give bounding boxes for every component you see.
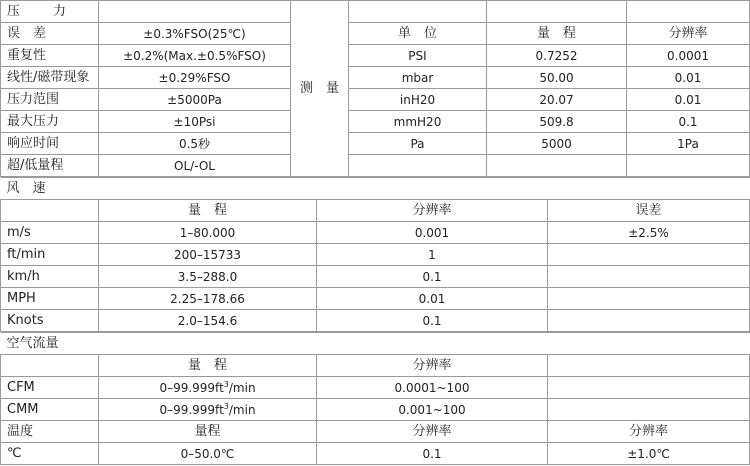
resolution-cell: 0.01 xyxy=(627,67,750,89)
spec-value: ±5000Pa xyxy=(99,89,291,111)
pressure-table xyxy=(0,0,750,177)
temperature-accuracy: ±1.0℃ xyxy=(548,443,750,465)
blank-cell xyxy=(548,266,750,288)
wind-error-header: 误差 xyxy=(548,200,750,222)
measure-label: 测 量 xyxy=(291,1,349,177)
pressure-title: 压 力 xyxy=(1,1,99,23)
temperature-resolution2-header: 分辨率 xyxy=(548,421,750,443)
blank-cell xyxy=(1,200,99,222)
temperature-resolution-header: 分辨率 xyxy=(317,421,548,443)
spec-value: OL/-OL xyxy=(99,155,291,177)
airflow-resolution: 0.001~100 xyxy=(317,399,548,421)
unit-cell: Pa xyxy=(349,133,487,155)
unit-cell: mbar xyxy=(349,67,487,89)
unit-header: 单 位 xyxy=(349,23,487,45)
blank-cell xyxy=(487,1,627,23)
airflow-resolution: 0.0001~100 xyxy=(317,377,548,399)
spec-value: ±10Psi xyxy=(99,111,291,133)
wind-resolution: 0.001 xyxy=(317,222,548,244)
wind-table xyxy=(0,177,750,332)
airflow-resolution-header: 分辨率 xyxy=(317,355,548,377)
wind-range: 2.25–178.66 xyxy=(99,288,317,310)
wind-unit: MPH xyxy=(1,288,99,310)
temperature-range-header: 量程 xyxy=(99,421,317,443)
wind-unit: m/s xyxy=(1,222,99,244)
blank-cell xyxy=(349,155,487,177)
range-header: 量 程 xyxy=(487,23,627,45)
blank-cell xyxy=(99,1,291,23)
unit-cell: PSI xyxy=(349,45,487,67)
spec-label: 压力范围 xyxy=(1,89,99,111)
wind-unit: Knots xyxy=(1,310,99,332)
blank-cell xyxy=(548,288,750,310)
resolution-cell: 0.01 xyxy=(627,89,750,111)
wind-title: 风 速 xyxy=(1,178,750,200)
wind-resolution: 0.01 xyxy=(317,288,548,310)
airflow-range: $0-99.999ft^3/\min$ xyxy=(99,377,317,399)
wind-range: 2.0–154.6 xyxy=(99,310,317,332)
blank-cell xyxy=(548,399,750,421)
range-cell: 50.00 xyxy=(487,67,627,89)
temperature-label: 温度 xyxy=(1,421,99,443)
wind-range: 200–15733 xyxy=(99,244,317,266)
temperature-range: 0–50.0℃ xyxy=(99,443,317,465)
resolution-cell: 0.0001 xyxy=(627,45,750,67)
spec-label: 超/低量程 xyxy=(1,155,99,177)
unit-cell: mmH20 xyxy=(349,111,487,133)
wind-resolution: 0.1 xyxy=(317,310,548,332)
wind-resolution: 0.1 xyxy=(317,266,548,288)
range-cell: 509.8 xyxy=(487,111,627,133)
resolution-cell: 1Pa xyxy=(627,133,750,155)
spec-label: 误 差 xyxy=(1,23,99,45)
range-cell: 5000 xyxy=(487,133,627,155)
unit-cell: inH20 xyxy=(349,89,487,111)
blank-cell xyxy=(627,155,750,177)
blank-cell xyxy=(548,244,750,266)
spec-value: ±0.2%(Max.±0.5%FSO) xyxy=(99,45,291,67)
spec-label: 线性/磁带现象 xyxy=(1,67,99,89)
airflow-unit: CMM xyxy=(1,399,99,421)
wind-range: 1–80.000 xyxy=(99,222,317,244)
airflow-title: 空气流量 xyxy=(1,333,750,355)
temperature-unit: ℃ xyxy=(1,443,99,465)
blank-cell xyxy=(1,355,99,377)
wind-resolution: 1 xyxy=(317,244,548,266)
blank-cell xyxy=(548,355,750,377)
blank-cell xyxy=(349,1,487,23)
airflow-unit: CFM xyxy=(1,377,99,399)
airflow-range: $0-99.999ft^3/\min$ xyxy=(99,399,317,421)
wind-range-header: 量 程 xyxy=(99,200,317,222)
resolution-cell: 0.1 xyxy=(627,111,750,133)
spec-value: 0.5秒 xyxy=(99,133,291,155)
spec-value: ±0.3%FSO(25℃) xyxy=(99,23,291,45)
wind-range: 3.5–288.0 xyxy=(99,266,317,288)
wind-unit: km/h xyxy=(1,266,99,288)
spec-label: 响应时间 xyxy=(1,133,99,155)
blank-cell xyxy=(487,155,627,177)
temperature-resolution: 0.1 xyxy=(317,443,548,465)
wind-error-value: ±2.5% xyxy=(548,222,750,244)
spec-label: 重复性 xyxy=(1,45,99,67)
airflow-table xyxy=(0,332,750,465)
blank-cell xyxy=(627,1,750,23)
wind-unit: ft/min xyxy=(1,244,99,266)
airflow-range-header: 量 程 xyxy=(99,355,317,377)
spec-label: 最大压力 xyxy=(1,111,99,133)
wind-resolution-header: 分辨率 xyxy=(317,200,548,222)
range-cell: 20.07 xyxy=(487,89,627,111)
range-cell: 0.7252 xyxy=(487,45,627,67)
spec-value: ±0.29%FSO xyxy=(99,67,291,89)
blank-cell xyxy=(548,310,750,332)
blank-cell xyxy=(548,377,750,399)
resolution-header: 分辨率 xyxy=(627,23,750,45)
